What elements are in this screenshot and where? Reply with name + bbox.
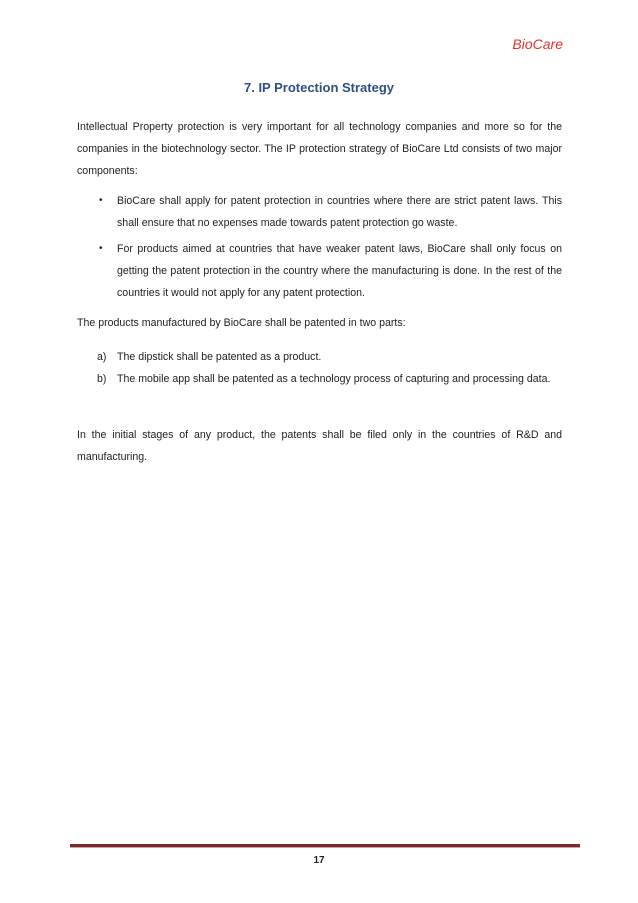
list-marker: b) bbox=[97, 373, 107, 385]
footer-divider bbox=[70, 844, 580, 848]
list-marker: a) bbox=[97, 351, 107, 363]
bullet-text: For products aimed at countries that have weaker patent laws, BioCare shall only focus on getting the patent protection in the country where the manufacturing is done. In the rest of the countries it would not apply for any patent protection. bbox=[117, 243, 562, 299]
list-item bbox=[77, 368, 562, 390]
patent-parts-list bbox=[77, 346, 562, 390]
strategy-bullet-list bbox=[77, 190, 562, 308]
intro-paragraph: Intellectual Property protection is very important for all technology companies and more so for the companies in the biotechnology sector. The IP protection strategy of BioCare Ltd consists of two major components: bbox=[77, 121, 562, 177]
bullet-text: BioCare shall apply for patent protection in countries where there are strict patent laws. This shall ensure that no expenses made towards patent protection go waste. bbox=[117, 195, 562, 229]
bullet-item bbox=[77, 238, 562, 304]
section-title: 7. IP Protection Strategy bbox=[243, 80, 395, 95]
bullet-item bbox=[77, 190, 562, 234]
list-item bbox=[77, 346, 562, 368]
list-item-text: The dipstick shall be patented as a product. bbox=[117, 351, 322, 363]
products-paragraph: The products manufactured by BioCare shall be patented in two parts: bbox=[77, 317, 406, 329]
bullet-icon: • bbox=[99, 195, 103, 206]
header-brand: BioCare bbox=[512, 36, 563, 52]
bullet-icon: • bbox=[99, 243, 103, 254]
page-number: 17 bbox=[313, 855, 325, 866]
closing-paragraph: In the initial stages of any product, the patents shall be filed only in the countries of R&D and manufacturing. bbox=[77, 429, 562, 463]
list-item-text: The mobile app shall be patented as a technology process of capturing and processing data. bbox=[117, 373, 551, 385]
